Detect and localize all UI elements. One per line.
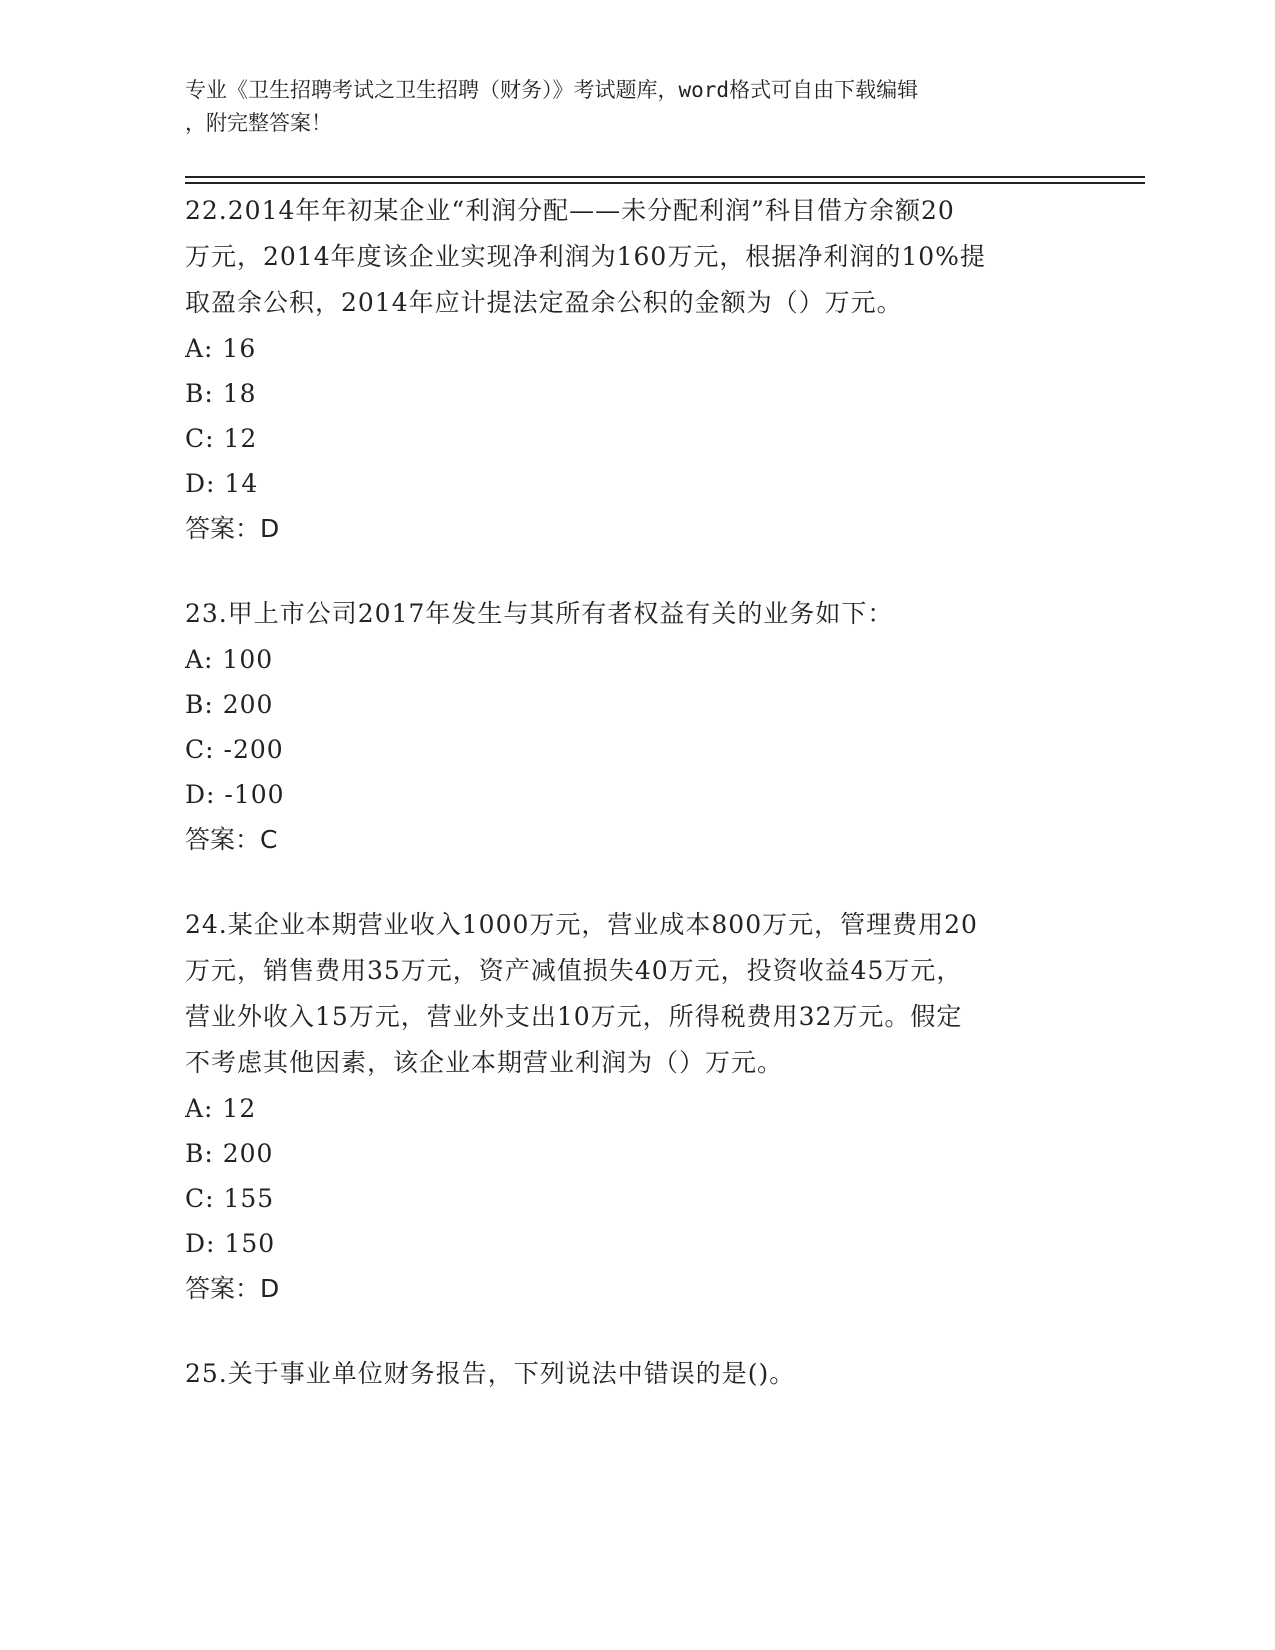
- option-d: D: 14: [185, 469, 259, 498]
- option-a: A: 16: [185, 334, 257, 363]
- question-22: [185, 188, 1065, 551]
- question-25: [185, 1351, 1065, 1397]
- question-text-line: 万元，2014年度该企业实现净利润为160万元，根据净利润的10%提: [185, 242, 986, 271]
- document-header: [185, 74, 1065, 140]
- option-c: C: 155: [185, 1184, 275, 1213]
- question-list: [185, 188, 1065, 1437]
- question-24: [185, 902, 1065, 1311]
- question-text-line: 不考虑其他因素，该企业本期营业利润为（）万元。: [185, 1048, 784, 1077]
- header-divider-top: [185, 176, 1145, 178]
- option-b: B: 18: [185, 379, 257, 408]
- question-text-line: 22.2014年年初某企业“利润分配——未分配利润”科目借方余额20: [185, 196, 955, 225]
- header-divider-bottom: [185, 182, 1145, 184]
- question-text-line: 25.关于事业单位财务报告，下列说法中错误的是()。: [185, 1359, 796, 1388]
- option-c: C: -200: [185, 735, 284, 764]
- option-c: C: 12: [185, 424, 258, 453]
- question-23: [185, 591, 1065, 862]
- header-line-2: ，附完整答案！: [185, 111, 332, 135]
- question-text-line: 23.甲上市公司2017年发生与其所有者权益有关的业务如下：: [185, 599, 894, 628]
- header-line-1: 专业《卫生招聘考试之卫生招聘（财务）》考试题库，word格式可自由下载编辑: [185, 78, 919, 102]
- option-a: A: 100: [185, 645, 274, 674]
- answer: 答案：C: [185, 825, 278, 854]
- question-text-line: 取盈余公积，2014年应计提法定盈余公积的金额为（）万元。: [185, 288, 903, 317]
- option-b: B: 200: [185, 690, 274, 719]
- option-b: B: 200: [185, 1139, 274, 1168]
- option-d: D: -100: [185, 780, 285, 809]
- answer: 答案：D: [185, 1274, 280, 1303]
- option-a: A: 12: [185, 1094, 257, 1123]
- question-text-line: 营业外收入15万元，营业外支出10万元，所得税费用32万元。假定: [185, 1002, 963, 1031]
- answer: 答案：D: [185, 514, 280, 543]
- option-d: D: 150: [185, 1229, 276, 1258]
- question-text-line: 24.某企业本期营业收入1000万元，营业成本800万元，管理费用20: [185, 910, 978, 939]
- question-text-line: 万元，销售费用35万元，资产减值损失40万元，投资收益45万元，: [185, 956, 963, 985]
